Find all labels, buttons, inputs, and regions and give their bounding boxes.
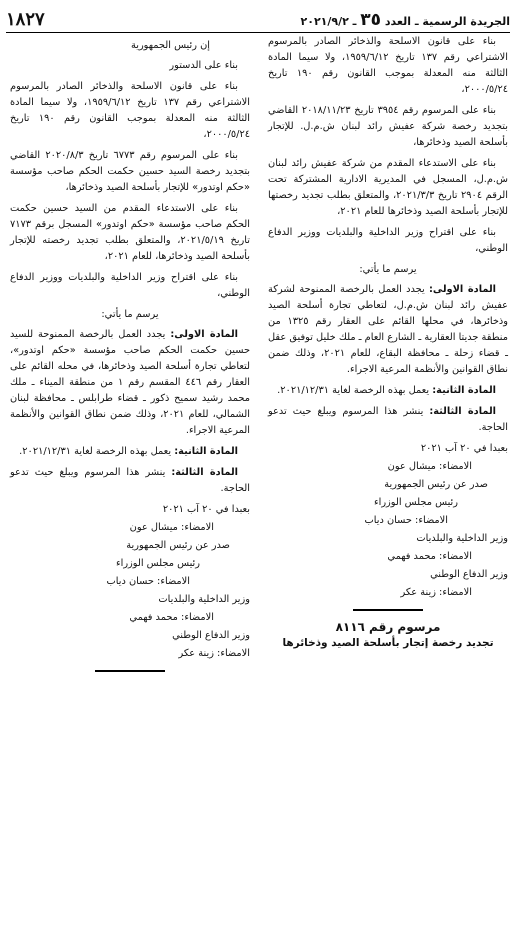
article-text: يعمل بهذه الرخصة لغاية ٢٠٢١/١٢/٣١.	[19, 446, 172, 457]
article-3	[268, 404, 508, 436]
gazette-title	[301, 10, 510, 30]
preamble-paragraph: بناء على الاستدعاء المقدم من شركة عفيش رائد لبنان ش.م.ل، المسجل في المديرية الادارية المشتركة تحت الرقم ٢٩٠٤ تاريخ ٢٠٢١/٣/٣، والمتعلق بطلب تجديد رخصتها للإتجار بأسلحة الصيد وذخائرها للعام ٢٠٢١،	[268, 158, 508, 217]
left-column	[10, 34, 250, 680]
article-label: المادة الثانية:	[174, 446, 238, 457]
section-divider	[353, 609, 423, 611]
signature-date: بعبدا في ٢٠ آب ٢٠٢١	[420, 443, 508, 454]
article-label: المادة الاولى:	[170, 329, 238, 340]
pm-title: رئيس مجلس الوزراء	[374, 497, 458, 508]
article-1	[10, 327, 250, 439]
article-text: يجدد العمل بالرخصة الممنوحة للسيد حسين حكمت الحكم صاحب مؤسسة «حكم اوتدور»، لتعاطي تجارة أسلحة الصيد وذخائرها، في محله القائم على العقار رقم ٤٤٦ المقسم رقم ١ من منطقة الميناء ـ ملك محمد رشيد سميح ذكور ـ قضاء طرابلس ـ محافظة لبنان الشمالي، للعام ٢٠٢١، وذلك ضمن نطاق القوانين والأنظمة المرعية الاجراء.	[10, 329, 250, 436]
decrees-heading: يرسم ما يأتي:	[101, 309, 159, 320]
article-label: المادة الثالثة:	[171, 467, 238, 478]
preamble-paragraph: بناء على الاستدعاء المقدم من السيد حسين حكمت الحكم صاحب مؤسسة «حكم اوتدور» المسجل برقم ٧١٧٣ تاريخ ٢٠٢١/٥/١٩، والمتعلق بطلب تجديد رخصته للإتجار بأسلحة الصيد وذخائرها، للعام ٢٠٢١،	[10, 203, 250, 262]
preamble-paragraph: بناء على المرسوم رقم ٦٧٧٣ تاريخ ٢٠٢٠/٨/٣ القاضي بتجديد رخصة السيد حسين حكمت الحكم صاحب مؤسسة «حكم اوتدور» للإتجار بأسلحة الصيد وذخائرها،	[10, 150, 250, 193]
article-text: يجدد العمل بالرخصة الممنوحة لشركة عفيش رائد لبنان ش.م.ل، لتعاطي تجارة أسلحة الصيد وذخائرها، في محلها القائم على العقار رقم ١٣٢٥ من منطقة جديتا العقارية ـ الشارع العام ـ ملك خليل توفيق عقل ـ قضاء زحلة ـ محافظة البقاع، للعام ٢٠٢١، وذلك ضمن نطاق القوانين والأنظمة المرعية الاجراء.	[267, 284, 508, 375]
interior-minister-title: وزير الداخلية والبلديات	[158, 594, 250, 605]
defense-minister-signature: الامضاء: زينة عكر	[178, 648, 250, 659]
issued-by: صدر عن رئيس الجمهورية	[384, 479, 488, 490]
interior-minister-title: وزير الداخلية والبلديات	[416, 533, 508, 544]
preamble-paragraph: بناء على اقتراح وزير الداخلية والبلديات ووزير الدفاع الوطني،	[10, 272, 250, 299]
article-2	[268, 383, 508, 399]
preamble-paragraph: بناء على قانون الاسلحة والذخائر الصادر بالمرسوم الاشتراعي رقم ١٣٧ تاريخ ١٩٥٩/٦/١٢، ولا سيما المادة الثالثة منه المعدلة بموجب القانون رقم ١٩٠ تاريخ ٢٠٠٠/٥/٢٤،	[268, 36, 509, 95]
article-text: ينشر هذا المرسوم ويبلغ حيث تدعو الحاجة.	[268, 406, 508, 433]
pm-signature: الامضاء: حسان دياب	[106, 576, 190, 587]
preamble-paragraph: بناء على المرسوم رقم ٣٩٥٤ تاريخ ٢٠١٨/١١/٢٣ القاضي بتجديد رخصة شركة عفيش رائد لبنان ش.م.ل. للإتجار بأسلحة الصيد وذخائرها،	[268, 105, 508, 148]
defense-minister-signature: الامضاء: زينة عكر	[400, 587, 472, 598]
article-text: ينشر هذا المرسوم ويبلغ حيث تدعو الحاجة.	[10, 467, 250, 494]
gazette-name: الجريدة الرسمية ـ العدد	[384, 15, 510, 28]
decree-number: مرسوم رقم ٨١١٦	[335, 620, 441, 634]
page-number: ١٨٢٧	[6, 9, 45, 30]
issued-by: صدر عن رئيس الجمهورية	[126, 540, 230, 551]
article-2	[10, 444, 250, 460]
interior-minister-signature: الامضاء: محمد فهمي	[129, 612, 214, 623]
constitution-line: بناء على الدستور	[169, 60, 238, 71]
pm-signature: الامضاء: حسان دياب	[364, 515, 448, 526]
article-label: المادة الثانية:	[432, 385, 496, 396]
article-3	[10, 465, 250, 497]
issue-number: ٣٥	[360, 10, 382, 30]
president-signature: الامضاء: ميشال عون	[387, 461, 472, 472]
pm-title: رئيس مجلس الوزراء	[116, 558, 200, 569]
issue-date: ـ ٢٠٢١/٩/٢	[300, 15, 357, 28]
section-divider	[95, 670, 165, 672]
president-signature: الامضاء: ميشال عون	[129, 522, 214, 533]
decree-subject: تجديد رخصة إتجار بأسلحة الصيد وذخائرها	[282, 637, 494, 649]
page-header	[6, 4, 510, 33]
defense-minister-title: وزير الدفاع الوطني	[430, 569, 508, 580]
preamble-paragraph: بناء على قانون الاسلحة والذخائر الصادر بالمرسوم الاشتراعي رقم ١٣٧ تاريخ ١٩٥٩/٦/١٢، ولا سيما المادة الثالثة منه المعدلة بموجب القانون رقم ١٩٠ تاريخ ٢٠٠٠/٥/٢٤،	[10, 81, 251, 140]
signature-date: بعبدا في ٢٠ آب ٢٠٢١	[162, 504, 250, 515]
article-label: المادة الاولى:	[429, 284, 496, 295]
preamble-paragraph: بناء على اقتراح وزير الداخلية والبلديات ووزير الدفاع الوطني،	[268, 227, 508, 254]
interior-minister-signature: الامضاء: محمد فهمي	[387, 551, 472, 562]
article-1	[268, 282, 508, 378]
decrees-heading: يرسم ما يأتي:	[359, 264, 417, 275]
president-intro: إن رئيس الجمهورية	[130, 40, 210, 51]
article-text: يعمل بهذه الرخصة لغاية ٢٠٢١/١٢/٣١.	[277, 385, 430, 396]
defense-minister-title: وزير الدفاع الوطني	[172, 630, 250, 641]
article-label: المادة الثالثة:	[429, 406, 496, 417]
right-column	[268, 34, 508, 651]
